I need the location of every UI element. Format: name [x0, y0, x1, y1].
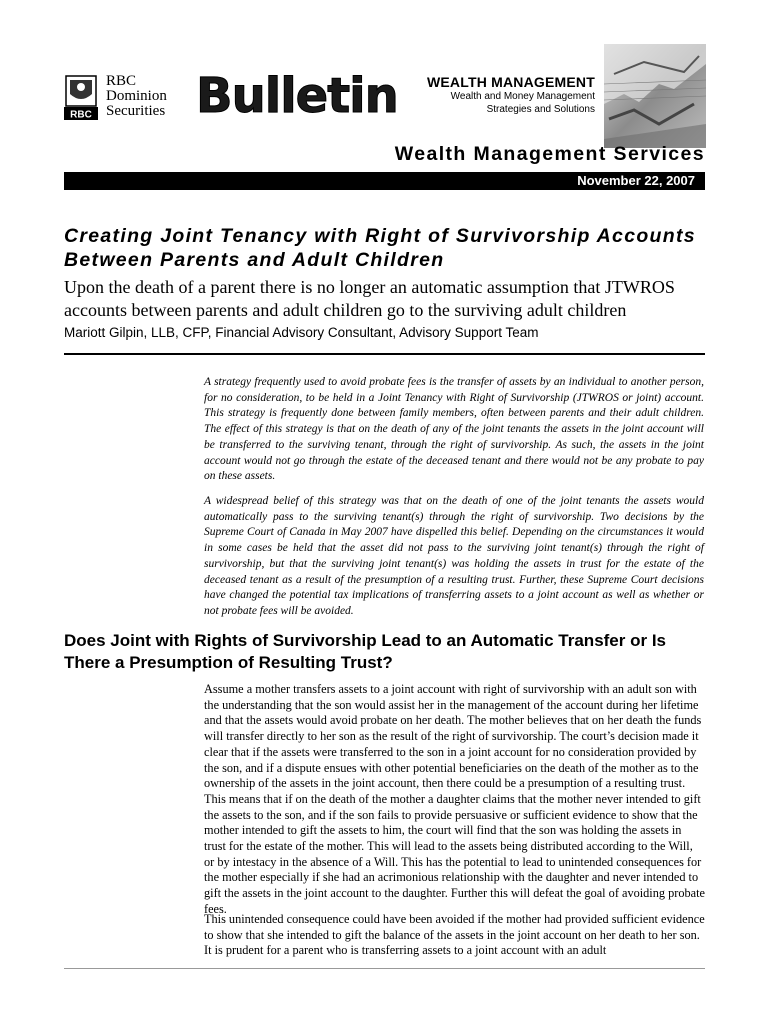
- financial-photo-image: [604, 44, 706, 148]
- wealth-management-block: [427, 74, 595, 116]
- rbc-logo: [64, 74, 184, 122]
- bulletin-masthead: Bulletin: [196, 68, 398, 124]
- body-paragraph-1: Assume a mother transfers assets to a joint account with right of survivorship with an adult son with the understanding that the son would assist her in the management of the account during her lifetime and that the assets would avoid probate on her death. The mother believes that on her death the funds will transfer directly to her son as the result of the right of survivorship. The court’s decision made it clear that if the assets were transferred to the son in a joint account for no consideration provided by the son, and if a dispute ensues with other potential beneficiaries on the death of the mother as to the ownership of the assets in the joint account, then there could be a presumption of a resulting trust. This means that if on the death of the mother a daughter claims that the mother never intended to gift the assets to the son, and if the son fails to provide persuasive or sufficient evidence to show that the mother intended to gift the assets to him, the court will find that the son was holding the assets in trust for the estate of the mother. This will lead to the assets being distributed according to the Will, or by intestacy in the absence of a Will. This has the potential to lead to unintended consequences for the mother especially if she had an acrimonious relationship with the daughter and never intended to gift the assets in the joint account to the daughter. Further this will defeat the goal of avoiding probate fees.: [204, 682, 705, 916]
- logo-line-3: Securities: [106, 103, 166, 119]
- article-title: Creating Joint Tenancy with Right of Survivorship Accounts Between Parents and Adult Children: [64, 225, 696, 271]
- intro-paragraph-2: A widespread belief of this strategy was that on the death of one of the joint tenants the assets would automatically pass to the surviving tenant(s) through the right of survivorship. Two decisions by the Supreme Court of Canada in May 2007 have dispelled this belief. Depending on the circumstances it would in some cases be held that the asset did not pass to the surviving joint tenant(s) through the right of survivorship, but that the surviving joint tenant(s) was holding the assets in trust for the estate of the deceased tenant as a result of the presumption of a resulting trust. Further, these Supreme Court decisions have changed the potential tax implications of transferring assets to a joint account as well as whether or not probate fees will be avoided.: [204, 495, 704, 617]
- publication-date: November 22, 2007: [577, 173, 695, 188]
- article-author: Mariott Gilpin, LLB, CFP, Financial Advisory Consultant, Advisory Support Team: [64, 325, 539, 340]
- rbc-shield-icon: [64, 74, 102, 122]
- logo-line-2: Dominion: [106, 88, 167, 104]
- wm-title: WEALTH MANAGEMENT: [426, 74, 595, 90]
- footer-divider: [64, 968, 705, 969]
- title-divider: [64, 353, 705, 355]
- article-subtitle: Upon the death of a parent there is no longer an automatic assumption that JTWROS accounts between parents and adult children go to the surviving adult children: [64, 277, 675, 320]
- logo-line-1: RBC: [106, 73, 137, 89]
- date-bar: [64, 172, 705, 190]
- wm-subtitle-1: Wealth and Money Management: [450, 91, 595, 102]
- body-paragraph-2: This unintended consequence could have been avoided if the mother had provided sufficient evidence to show that she intended to gift the balance of the assets in the joint account on her death to her son. It is prudent for a parent who is transferring assets to a joint account with an adult: [204, 912, 705, 958]
- logo-wordmark: [106, 74, 167, 119]
- section-heading: Does Joint with Rights of Survivorship Lead to an Automatic Transfer or Is There a Presumption of Resulting Trust?: [64, 631, 667, 672]
- section-masthead-title: Wealth Management Services: [394, 143, 705, 165]
- logo-badge-text: RBC: [70, 109, 92, 121]
- intro-paragraph-1: A strategy frequently used to avoid probate fees is the transfer of assets by an individual to another person, for no consideration, to be held in a Joint Tenancy with Right of Survivorship (JTWROS or joint) account. This strategy is frequently done between family members, often between parents and their adult children. The effect of this strategy is that on the death of any of the joint tenants the assets in the joint account will be transferred to the surviving tenant, through the right of survivorship. As such, the assets in the joint account would not go through the estate of the deceased tenant and there would not be any probate to pay on these assets.: [204, 376, 704, 483]
- wm-subtitle-2: Strategies and Solutions: [486, 104, 595, 115]
